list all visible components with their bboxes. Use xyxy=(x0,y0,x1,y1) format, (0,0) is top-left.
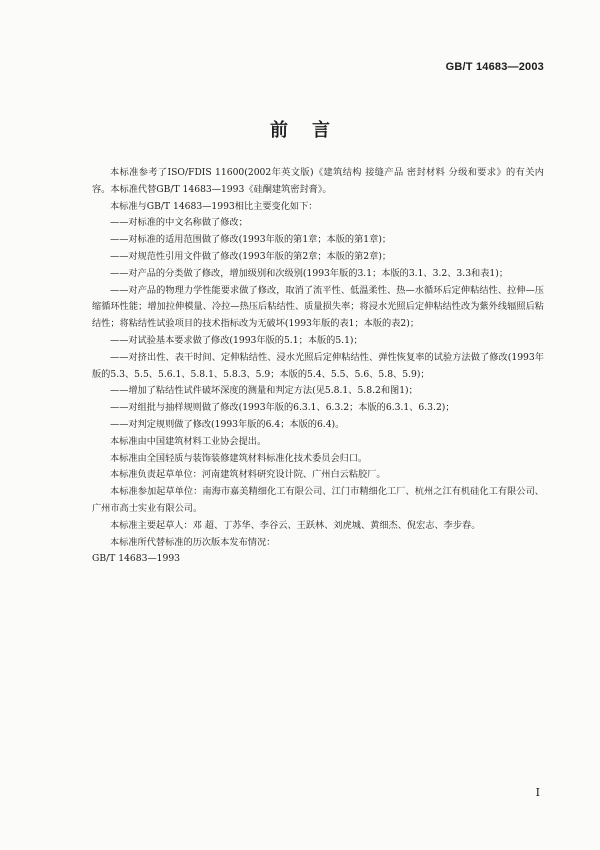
change-item: ——对挤出性、表干时间、定伸粘结性、浸水光照后定伸粘结性、弹性恢复率的试验方法做了修改(1993年版的5.3、5.5、5.6.1、5.8.1、5.8.3、5.9；本版的5.4、5.5、5.6、5.8、5.9)； xyxy=(92,351,544,380)
page-title: 前言 xyxy=(270,120,354,141)
standard-number: GB/T 14683—2003 xyxy=(445,61,544,73)
change-item: ——对试验基本要求做了修改(1993年版的5.1；本版的5.1)； xyxy=(110,334,363,346)
change-item: ——增加了粘结性试件破坏深度的测量和判定方法(见5.8.1、5.8.2和图1)； xyxy=(110,385,418,397)
paragraph-drafters: 本标准主要起草人：邓 超、丁苏华、李谷云、王跃林、刘虎城、黄细杰、倪宏志、李步春。 xyxy=(110,519,481,531)
change-item: ——对判定规则做了修改(1993年版的6.4；本版的6.4)。 xyxy=(110,418,345,430)
change-item: ——对产品的物理力学性能要求做了修改，取消了流平性、低温柔性、热—水循环后定伸粘结性、拉伸—压缩循环性能；增加拉伸模量、冷拉—热压后粘结性、质量损失率；将浸水光照后定伸粘结性改为紫外线辐照后粘结性；将粘结性试验项目的技术指标改为无破坏(1993年版的表1；本版的表2)； xyxy=(92,284,544,330)
change-item: ——对标准的适用范围做了修改(1993年版的第1章；本版的第1章)； xyxy=(110,234,392,246)
paragraph-changes-intro: 本标准与GB/T 14683—1993相比主要变化如下： xyxy=(110,200,318,212)
paragraph-committee: 本标准由全国轻质与装饰装修建筑材料标准化技术委员会归口。 xyxy=(110,452,368,464)
change-item: ——对组批与抽样规则做了修改(1993年版的6.3.1、6.3.2；本版的6.3.1、6.3.2)； xyxy=(110,402,455,414)
change-item: ——对规范性引用文件做了修改(1993年版的第2章；本版的第2章)； xyxy=(110,250,392,262)
paragraph-reference: 本标准参考了ISO/FDIS 11600(2002年英文版)《建筑结构 接缝产品 密封材料 分级和要求》的有关内容。本标准代替GB/T 14683—1993《硅酮建筑密封膏》。 xyxy=(92,167,544,195)
paragraph-history-intro: 本标准所代替标准的历次版本发布情况： xyxy=(110,536,276,548)
paragraph-history-item: GB/T 14683—1993 xyxy=(92,553,181,565)
preface-body xyxy=(92,165,544,568)
paragraph-proposer: 本标准由中国建筑材料工业协会提出。 xyxy=(110,435,267,447)
paragraph-drafting-participants: 本标准参加起草单位：南海市嘉美精细化工有限公司、江门市精细化工厂、杭州之江有机硅化工有限公司、广州市高士实业有限公司。 xyxy=(92,486,544,514)
change-item: ——对标准的中文名称做了修改； xyxy=(110,217,248,229)
change-item: ——对产品的分类做了修改，增加级别和次级别(1993年版的3.1；本版的3.1、3.2、3.3和表1)； xyxy=(110,267,509,279)
paragraph-drafting-lead: 本标准负责起草单位：河南建筑材料研究设计院、广州白云粘胶厂。 xyxy=(110,469,386,481)
page-number: I xyxy=(535,786,540,799)
